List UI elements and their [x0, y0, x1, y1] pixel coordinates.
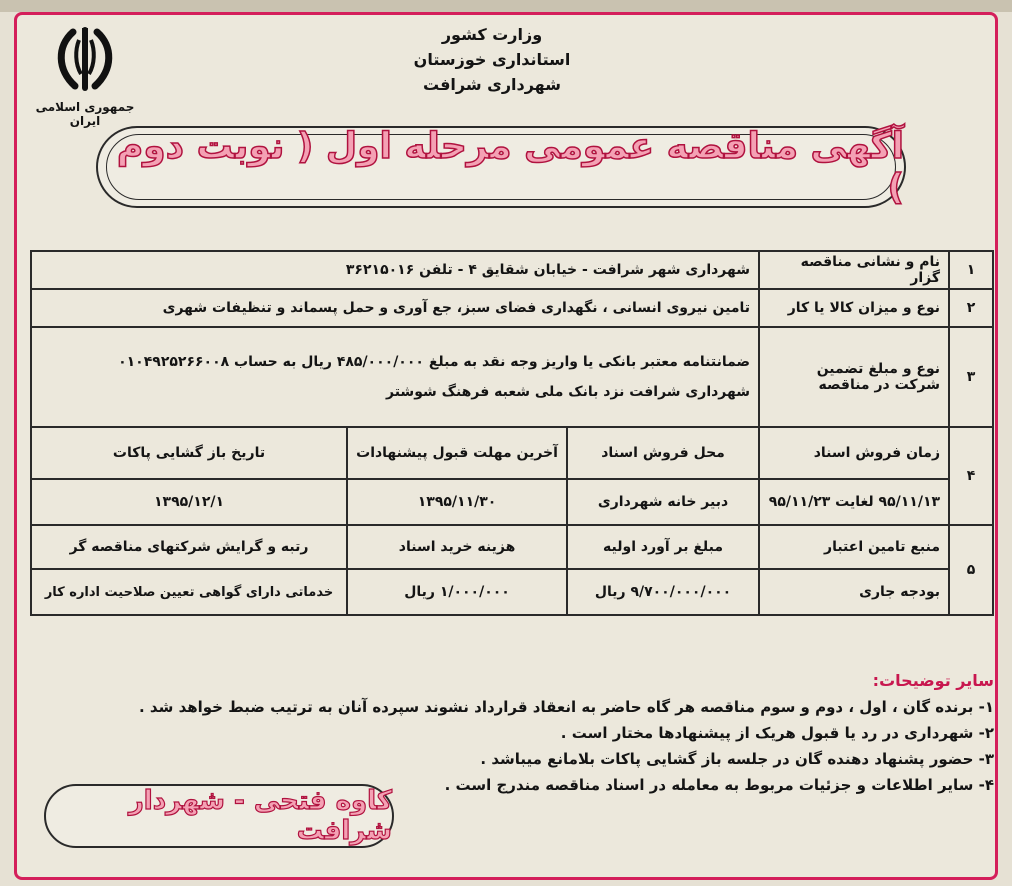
notes-title: سایر توضیحات:: [872, 671, 994, 690]
row-label: منبع تامین اعتبار: [759, 525, 949, 569]
top-strip: [0, 0, 1012, 12]
sale-place-header: محل فروش اسناد: [567, 427, 759, 479]
budget-source-value: بودجه جاری: [759, 569, 949, 615]
row-label: نوع و مبلغ تضمین شرکت در مناقصه: [759, 327, 949, 427]
sale-place-value: دبیر خانه شهرداری: [567, 479, 759, 525]
header-line-2: استانداری خوزستان: [413, 50, 571, 69]
table-row: [31, 525, 993, 569]
estimate-value: ۹/۷۰۰/۰۰۰/۰۰۰ ریال: [567, 569, 759, 615]
table-row: [31, 479, 993, 525]
emblem-caption: جمهوری اسلامی ایران: [35, 100, 135, 128]
guarantee-line-2: شهرداری شرافت نزد بانک ملی شعبه فرهنگ شوشتر: [386, 384, 751, 400]
grade-header: رتبه و گرایش شرکتهای مناقصه گر: [31, 525, 347, 569]
signature: کاوه فتحی - شهردار شرافت: [128, 786, 392, 846]
row-label: نام و نشانی مناقصه گزار: [759, 251, 949, 289]
opening-date-header: تاریخ باز گشایی پاکات: [31, 427, 347, 479]
row-number: ۱: [949, 251, 993, 289]
note-item: ۲- شهرداری در رد یا قبول هریک از پیشنهادها مختار است .: [560, 724, 994, 742]
table-row: [31, 427, 993, 479]
ministry-header: [392, 22, 592, 97]
table-row: [31, 289, 993, 327]
notes-section: [34, 668, 994, 798]
tender-table: [30, 250, 994, 616]
title-banner: [96, 126, 906, 208]
row-value: تامین نیروی انسانی ، نگهداری فضای سبز، جع آوری و حمل پسماند و تنظیفات شهری: [31, 289, 759, 327]
row-value: [31, 327, 759, 427]
note-item: ۱- برنده گان ، اول ، دوم و سوم مناقصه هر گاه حاضر به انعقاد قرارداد نشوند سپرده آنان به ترتیب ضبط خواهد شد .: [139, 698, 994, 716]
header-line-3: شهرداری شرافت: [423, 75, 561, 94]
banner-title: آگهی مناقصه عمومی مرحله اول ( نوبت دوم ): [116, 126, 904, 208]
header-line-1: وزارت کشور: [441, 25, 543, 44]
estimate-header: مبلغ بر آورد اولیه: [567, 525, 759, 569]
row-label: نوع و میزان کالا یا کار: [759, 289, 949, 327]
doc-cost-header: هزینه خرید اسناد: [347, 525, 567, 569]
sale-time-value: ۹۵/۱۱/۱۳ لغایت ۹۵/۱۱/۲۳: [759, 479, 949, 525]
table-row: [31, 327, 993, 427]
row-number: ۴: [949, 427, 993, 525]
row-number: ۲: [949, 289, 993, 327]
row-number: ۳: [949, 327, 993, 427]
row-number: ۵: [949, 525, 993, 615]
row-value: شهرداری شهر شرافت - خیابان شقایق ۴ - تلفن ۳۶۲۱۵۰۱۶: [31, 251, 759, 289]
iran-emblem-icon: [53, 26, 117, 98]
guarantee-line-1: ضمانتنامه معتبر بانکی یا واریز وجه نقد به مبلغ ۴۸۵/۰۰۰/۰۰۰ ریال به حساب ۰۱۰۴۹۲۵۲۶۶۰۰۸: [118, 354, 751, 370]
row-label: زمان فروش اسناد: [759, 427, 949, 479]
deadline-value: ۱۳۹۵/۱۱/۳۰: [347, 479, 567, 525]
grade-value: خدماتی دارای گواهی تعیین صلاحیت اداره کار: [31, 569, 347, 615]
note-item: ۴- سایر اطلاعات و جزئیات مربوط به معامله در اسناد مناقصه مندرج است .: [444, 776, 994, 794]
note-item: ۳- حضور پشنهاد دهنده گان در جلسه باز گشایی پاکات بلامانع میباشد .: [480, 750, 994, 768]
table-row: [31, 251, 993, 289]
doc-cost-value: ۱/۰۰۰/۰۰۰ ریال: [347, 569, 567, 615]
opening-date-value: ۱۳۹۵/۱۲/۱: [31, 479, 347, 525]
table-row: [31, 569, 993, 615]
signature-box: [44, 784, 394, 848]
deadline-header: آخرین مهلت قبول پیشنهادات: [347, 427, 567, 479]
emblem: [30, 26, 140, 128]
